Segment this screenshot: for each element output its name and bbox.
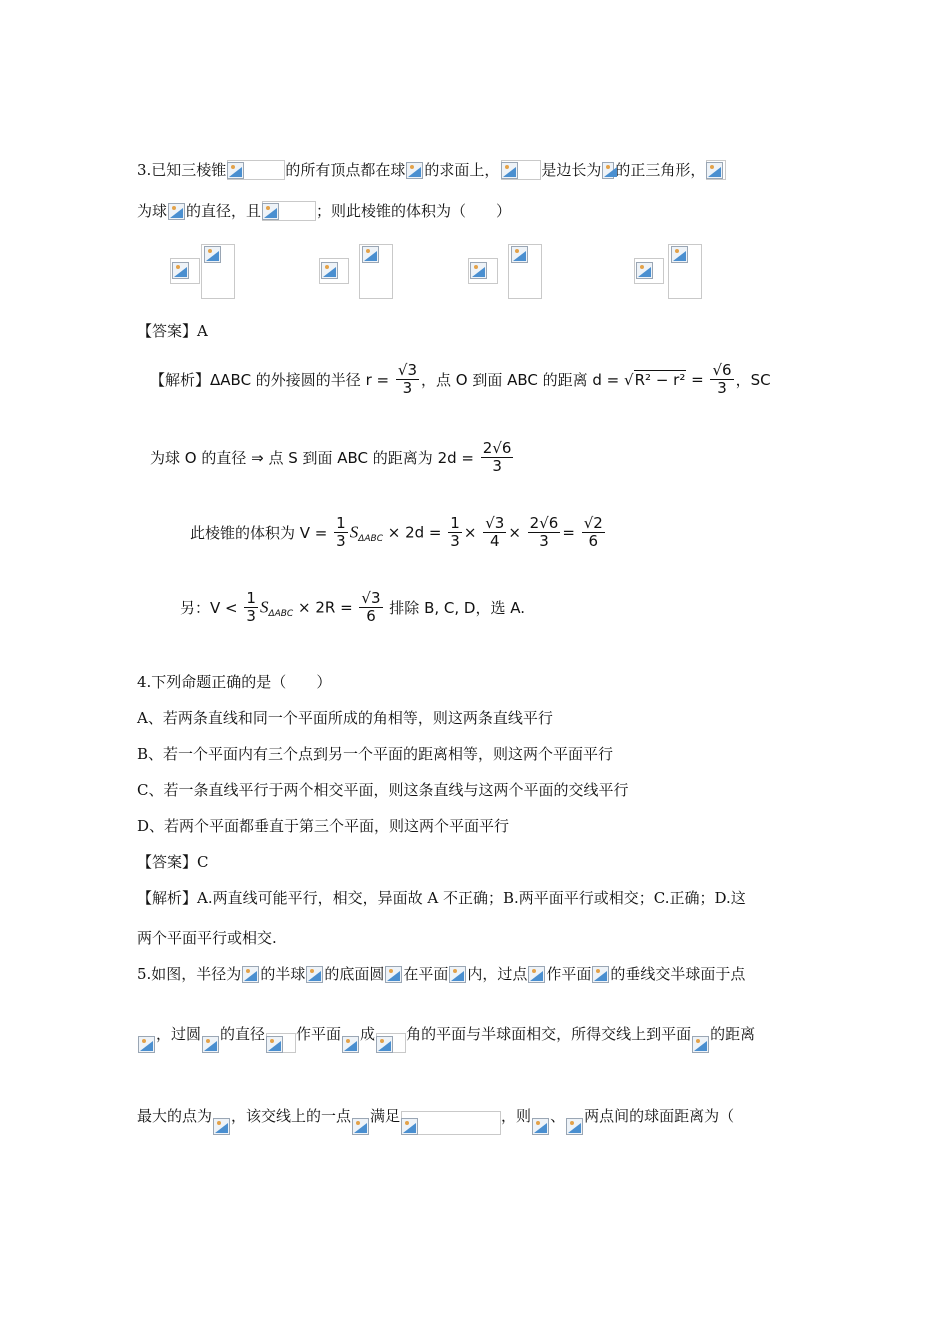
fraction: $\frac{√3}{3}$ bbox=[397, 361, 417, 397]
q4-option-b: B、若一个平面内有三个点到另一个平面的距离相等，则这两个平面平行 bbox=[137, 745, 614, 763]
broken-image-icon bbox=[602, 162, 614, 179]
broken-image-icon bbox=[592, 966, 609, 983]
broken-image-icon bbox=[266, 1036, 283, 1053]
broken-image-icon bbox=[671, 246, 688, 263]
broken-image-icon bbox=[321, 262, 338, 279]
broken-image-icon bbox=[342, 1036, 359, 1053]
broken-image-icon bbox=[532, 1118, 549, 1135]
broken-image-icon bbox=[242, 966, 259, 983]
q4-stem: 4.下列命题正确的是（ ） bbox=[137, 673, 332, 691]
q4-answer: 【答案】C bbox=[137, 853, 209, 871]
q3-solution-line3: 此棱锥的体积为 V = $\frac{1}{3}$ $S_{\Delta ABC} \times 2d$ = $\frac{1}{3}$ × $\frac{√3}{4}$ × $\frac{2√6}{3}$ = $\frac{√2}{6}$ bbox=[190, 514, 603, 550]
q5-stem-line3: 最大的点为 ，该交线上的一点 满足 ，则 、 两点间的球面距离为（ bbox=[137, 1106, 734, 1138]
q4-option-a: A、若两条直线和同一个平面所成的角相等，则这两条直线平行 bbox=[137, 709, 553, 727]
fraction: $\frac{√3}{6}$ bbox=[361, 589, 381, 625]
fraction: $\frac{√2}{6}$ bbox=[583, 514, 603, 550]
q3-stem-line1: 3.已知三棱锥 的所有顶点都在球 的求面上， 是边长为 的正三角形， bbox=[137, 160, 726, 180]
broken-image-icon bbox=[213, 1118, 230, 1135]
fraction: $\frac{√3}{4}$ bbox=[485, 514, 505, 550]
broken-image-icon bbox=[138, 1036, 155, 1053]
broken-image-icon bbox=[362, 246, 379, 263]
broken-image-icon bbox=[306, 966, 323, 983]
fraction: $\frac{1}{3}$ bbox=[450, 514, 460, 550]
fraction: $\frac{1}{3}$ bbox=[336, 514, 346, 550]
broken-image-icon bbox=[401, 1118, 418, 1135]
fraction: $\frac{2√6}{3}$ bbox=[529, 514, 559, 550]
broken-image-icon bbox=[692, 1036, 709, 1053]
broken-image-icon bbox=[385, 966, 402, 983]
broken-image-icon bbox=[406, 162, 423, 179]
broken-image-icon bbox=[204, 246, 221, 263]
broken-image-icon bbox=[202, 1036, 219, 1053]
broken-image-icon bbox=[501, 162, 518, 179]
q4-solution-line2: 两个平面平行或相交. bbox=[137, 929, 277, 947]
q3-solution-line2: 为球 O 的直径 ⇒ 点 S 到面 ABC 的距离为 2d = $\frac{2√6}{3}$ bbox=[150, 439, 512, 475]
broken-image-icon bbox=[636, 262, 653, 279]
broken-image-icon bbox=[528, 966, 545, 983]
fraction: $\frac{√6}{3}$ bbox=[712, 361, 732, 397]
broken-image-icon bbox=[511, 246, 528, 263]
q3-stem-line2: 为球 的直径，且 ；则此棱锥的体积为（ ） bbox=[137, 202, 512, 220]
q4-option-c: C、若一条直线平行于两个相交平面，则这条直线与这两个平面的交线平行 bbox=[137, 781, 629, 799]
fraction: $\frac{2√6}{3}$ bbox=[482, 439, 512, 475]
q5-stem-line2: ，过圆 的直径 作平面 成 角的平面与半球面相交，所得交线上到平面 的距离 bbox=[137, 1024, 755, 1056]
broken-image-icon bbox=[376, 1036, 393, 1053]
broken-image-icon bbox=[470, 262, 487, 279]
q3-answer: 【答案】A bbox=[137, 322, 208, 340]
q3-solution-line4: 另：V < $\frac{1}{3}$ $S_{\Delta ABC} \times 2R$ = $\frac{√3}{6}$ 排除 B, C, D，选 A. bbox=[180, 589, 525, 625]
broken-image-icon bbox=[352, 1118, 369, 1135]
broken-image-icon bbox=[566, 1118, 583, 1135]
broken-image-icon bbox=[172, 262, 189, 279]
broken-image-icon bbox=[706, 162, 723, 179]
broken-image-icon bbox=[227, 162, 244, 179]
broken-image-icon bbox=[449, 966, 466, 983]
q4-option-d: D、若两个平面都垂直于第三个平面，则这两个平面平行 bbox=[137, 817, 510, 835]
q4-solution-line1: 【解析】A.两直线可能平行，相交，异面故 A 不正确；B.两平面平行或相交；C.正确；D.这 bbox=[137, 889, 746, 907]
q3-solution-line1: 【解析】ΔABC 的外接圆的半径 r = $\frac{√3}{3}$ ，点 O 到面 ABC 的距离 d = √R² − r² = $\frac{√6}{3}$ ，SC bbox=[150, 361, 771, 397]
fraction: $\frac{1}{3}$ bbox=[246, 589, 256, 625]
broken-image-icon bbox=[262, 203, 279, 220]
broken-image-icon bbox=[168, 203, 185, 220]
q5-stem-line1: 5.如图，半径为 的半球 的底面圆 在平面 内，过点 作平面 的垂线交半球面于点 bbox=[137, 965, 746, 983]
